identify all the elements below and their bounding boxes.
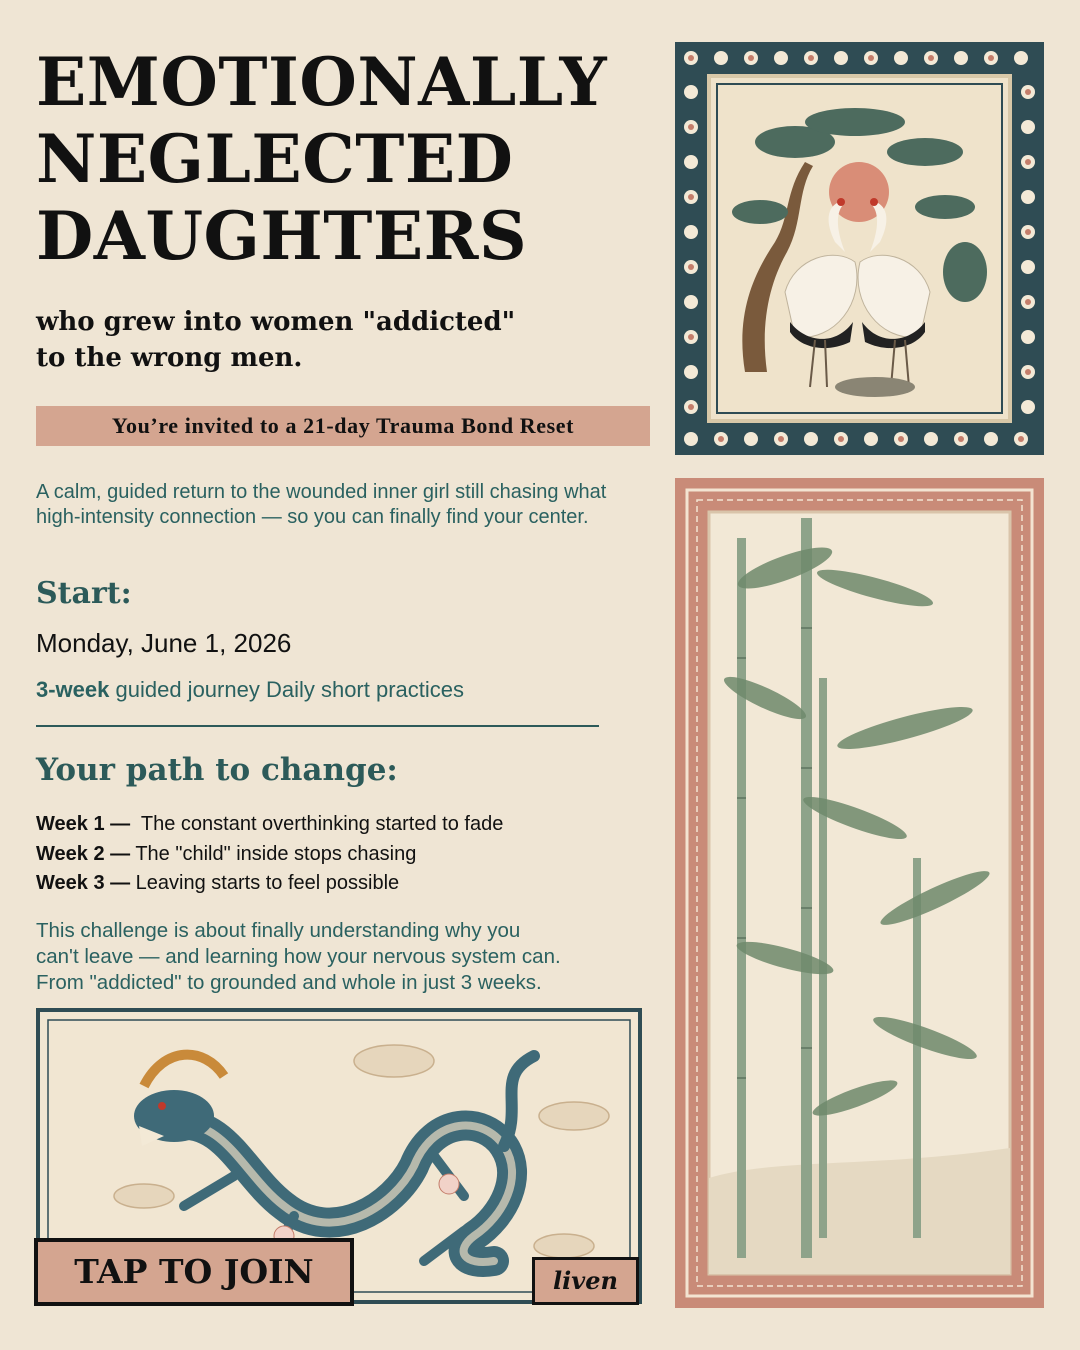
headline-line-3: DAUGHTERS — [36, 197, 528, 275]
section-divider — [36, 725, 599, 727]
week-item — [36, 810, 656, 840]
subhead-line-2: to the wrong men. — [36, 343, 303, 373]
week-text: The "child" inside stops chasing — [130, 842, 417, 865]
week-item — [36, 840, 656, 870]
challenge-line-3: From "addicted" to grounded and whole in just 3 weeks. — [36, 971, 542, 994]
week-label: Week 2 — — [36, 842, 131, 865]
bamboo-illustration — [675, 478, 1044, 1308]
week-text: The constant overthinking started to fade — [130, 813, 504, 835]
tap-to-join-button[interactable]: TAP TO JOIN — [34, 1238, 354, 1306]
headline-line-1: EMOTIONALLY — [36, 43, 608, 121]
week-text: Leaving starts to feel possible — [130, 872, 400, 894]
headline — [36, 44, 676, 275]
challenge-line-2: can't leave — and learning how your nervous system can. — [36, 945, 561, 968]
subhead — [36, 304, 636, 376]
challenge-line-1: This challenge is about finally understanding why you — [36, 919, 521, 942]
cranes-illustration — [675, 42, 1044, 455]
journey-description: guided journey Daily short practices — [109, 677, 465, 702]
journey-summary — [36, 677, 464, 703]
start-date: Monday, June 1, 2026 — [36, 628, 292, 658]
start-heading: Start: — [36, 576, 132, 611]
intro-text: A calm, guided return to the wounded inner girl still chasing what high-intensity connection — so you can finally find your center. — [36, 481, 607, 528]
week-label: Week 3 — — [36, 872, 131, 894]
week-label: Week 1 — — [36, 813, 131, 835]
liven-logo: liven — [532, 1257, 639, 1305]
subhead-line-1: who grew into women "addicted" — [36, 307, 516, 337]
invite-banner: You’re invited to a 21-day Trauma Bond Reset — [36, 406, 650, 446]
path-heading: Your path to change: — [36, 752, 398, 788]
headline-line-2: NEGLECTED — [36, 120, 514, 198]
journey-duration: 3-week — [36, 677, 110, 702]
challenge-text — [36, 918, 676, 996]
weeks-list — [36, 810, 656, 899]
week-item — [36, 869, 656, 899]
